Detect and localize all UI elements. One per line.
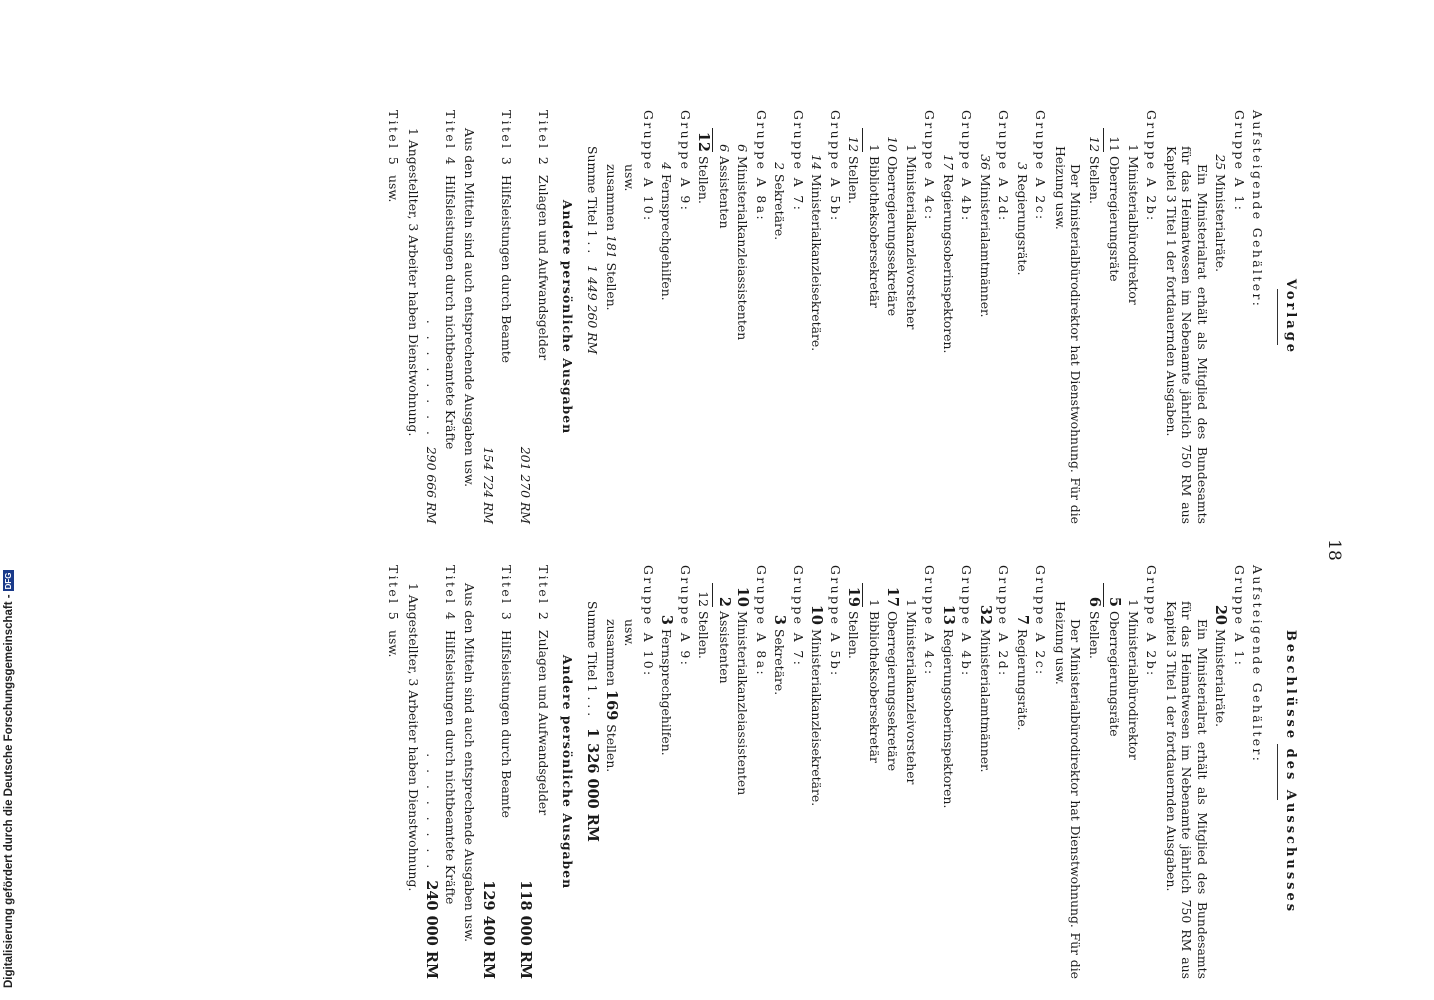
position-line: 7Regierungsräte. <box>1014 614 1031 731</box>
position-line: 6Assistenten <box>717 144 732 229</box>
titel-amount: . . . . . . . . 240 000 RM <box>423 753 441 979</box>
column-heading: Beschlüsse des Ausschusses <box>1283 629 1298 915</box>
position-total: 19Stellen. <box>846 565 864 979</box>
column-heading: Vorlage <box>1283 278 1298 356</box>
position-line: 1Bibliotheksobersekretär <box>867 144 882 308</box>
footer-credit <box>3 570 15 988</box>
position-line: 1Ministerialkanzleivorsteher <box>904 599 919 785</box>
note-paragraph: Der Ministerialbürodirektor hat Dienstwohnung. Für die Heizung usw. <box>1053 601 1084 979</box>
titel-line: Titel 4 Hilfsleistungen durch nichtbeamtete Kräfte <box>443 565 458 905</box>
position-total: 12Stellen. <box>846 110 864 524</box>
titel-amount: 129 400 RM <box>480 880 497 979</box>
group-heading: Gruppe A 7: <box>791 565 806 668</box>
summe-line: Summe Titel 1 . . 1 449 260 RM <box>585 146 601 355</box>
zusammen-line: zusammen 181 Stellen. <box>604 164 619 311</box>
section-title: Aufsteigende Gehälter: <box>1250 565 1266 764</box>
note-paragraph: 1 Angestellter, 3 Arbeiter haben Dienstwohnung. <box>406 128 421 437</box>
group-heading: Gruppe A 1: <box>1232 565 1247 668</box>
group-heading: Gruppe A 2b: <box>1144 110 1160 223</box>
heading-rule <box>1278 744 1279 800</box>
position-line: 10Ministerialkanzleisekretäre. <box>808 604 826 807</box>
position-line: 13Regierungsoberinspektoren. <box>940 604 957 809</box>
position-line: 14Ministerialkanzleisekretäre. <box>809 154 825 352</box>
position-total: 12Stellen. <box>696 110 714 524</box>
position-line: 1Ministerialkanzleivorsteher <box>904 144 919 330</box>
position-line: 10Ministerialkanzleiassistenten <box>734 586 752 796</box>
note-paragraph: Aus den Mitteln sind auch entsprechende Ausgaben usw. <box>462 583 478 943</box>
position-line: 1Ministerialbürodirektor <box>1126 144 1141 305</box>
section-title: Aufsteigende Gehälter: <box>1250 110 1266 309</box>
position-line: 3Regierungsräte. <box>1015 162 1030 276</box>
group-heading: Gruppe A 1: <box>1232 110 1247 213</box>
group-heading: Gruppe A 10: <box>641 110 656 223</box>
note-paragraph: 1 Angestellter, 3 Arbeiter haben Dienstwohnung. <box>406 583 421 892</box>
group-heading: Gruppe A 2d: <box>996 110 1012 223</box>
position-line: 4Fernsprechgehilfen. <box>659 162 675 301</box>
note-paragraph: Ein Ministerialrat erhält als Mitglied des Bundesamts für das Heimatwesen im Nebenamte jährlich 750 RM aus Kapitel 3 Titel 1 der fortdauernden Ausgaben. <box>1164 146 1210 524</box>
group-heading: Gruppe A 2c: <box>1033 565 1049 677</box>
section-heading: Andere persönliche Ausgaben <box>560 199 575 435</box>
position-line: 6Ministerialkanzleiassistenten <box>735 144 751 341</box>
group-heading: Gruppe A 8a: <box>754 565 769 678</box>
titel-line: Titel 4 Hilfsleistungen durch nichtbeamtete Kräfte <box>443 110 458 450</box>
note-paragraph: Der Ministerialbürodirektor hat Dienstwohnung. Für die Heizung usw. <box>1053 146 1084 524</box>
usw-line: usw. <box>622 164 638 192</box>
page-number: 18 <box>1324 539 1344 561</box>
titel-amount: 118 000 RM <box>517 880 534 979</box>
group-heading: Gruppe A 9: <box>678 565 693 668</box>
position-total: 12Stellen. <box>696 565 714 979</box>
group-heading: Gruppe A 4b: <box>959 110 975 223</box>
position-line: 3Fernsprechgehilfen. <box>658 614 676 756</box>
titel-amount: 201 270 RM <box>518 446 533 524</box>
group-heading: Gruppe A 8a: <box>754 110 769 223</box>
titel-line: Titel 5 usw. <box>386 110 402 203</box>
group-heading: Gruppe A 5b: <box>828 110 843 223</box>
group-heading: Gruppe A 4c: <box>922 565 938 677</box>
titel-line: Titel 2 Zulagen und Aufwandsgelder <box>536 565 552 816</box>
titel-amount: 154 724 RM <box>481 446 496 524</box>
digitization-footer <box>0 0 22 1000</box>
position-line: 3Sekretäre. <box>771 614 789 696</box>
position-total: 12Stellen. <box>1087 110 1105 524</box>
position-line: 17Regierungsoberinspektoren. <box>941 154 956 354</box>
position-line: 1Bibliotheksobersekretär <box>867 599 882 763</box>
note-paragraph: Aus den Mitteln sind auch entsprechende Ausgaben usw. <box>462 128 478 488</box>
position-line: 20Ministerialräte. <box>1212 604 1230 728</box>
group-heading: Gruppe A 5b: <box>828 565 843 678</box>
footer-credit-text: Digitalisierung gefördert durch die Deutsche Forschungsgemeinschaft - <box>3 594 15 988</box>
titel-line: Titel 3 Hilfsleistungen durch Beamte <box>499 565 515 819</box>
heading-rule <box>1278 289 1279 345</box>
group-heading: Gruppe A 4c: <box>922 110 938 222</box>
zusammen-line: zusammen 169 Stellen. <box>603 619 620 773</box>
titel-line: Titel 3 Hilfsleistungen durch Beamte <box>499 110 515 364</box>
position-line: 1Ministerialbürodirektor <box>1126 599 1141 760</box>
position-line: 17Oberregierungssekretäre <box>884 586 902 772</box>
summe-line: Summe Titel 1 . . . 1 326 000 RM <box>584 601 602 842</box>
dfg-logo: DFG <box>4 572 14 590</box>
titel-amount: . . . . . . . . 290 666 RM <box>424 319 440 524</box>
position-line: 5Oberregierungsräte <box>1106 596 1124 737</box>
group-heading: Gruppe A 4b: <box>959 565 975 678</box>
rotated-page <box>120 110 1346 990</box>
group-heading: Gruppe A 2c: <box>1033 110 1049 222</box>
usw-line: usw. <box>622 619 638 647</box>
titel-line: Titel 5 usw. <box>386 565 402 658</box>
column-vorlage <box>383 110 1298 524</box>
note-paragraph: Ein Ministerialrat erhält als Mitglied des Bundesamts für das Heimatwesen im Nebenamte jährlich 750 RM aus Kapitel 3 Titel 1 der fortdauernden Ausgaben. <box>1164 601 1210 979</box>
section-heading: Andere persönliche Ausgaben <box>560 654 575 890</box>
group-heading: Gruppe A 10: <box>641 565 656 678</box>
group-heading: Gruppe A 9: <box>678 110 693 213</box>
titel-line: Titel 2 Zulagen und Aufwandsgelder <box>536 110 552 361</box>
position-line: 32Ministerialamtmänner. <box>977 604 994 773</box>
column-beschluesse <box>383 565 1298 979</box>
group-heading: Gruppe A 7: <box>791 110 806 213</box>
position-line: 11Oberregierungsräte <box>1107 136 1123 282</box>
position-line: 10Oberregierungssekretäre <box>885 136 901 317</box>
group-heading: Gruppe A 2d: <box>996 565 1012 678</box>
position-line: 36Ministerialamtmänner. <box>978 154 993 318</box>
group-heading: Gruppe A 2b: <box>1144 565 1160 678</box>
position-total: 6Stellen. <box>1087 565 1105 979</box>
position-line: 2Sekretäre. <box>772 162 788 241</box>
position-line: 2Assistenten <box>716 596 733 684</box>
position-line: 25Ministerialräte. <box>1213 154 1229 273</box>
